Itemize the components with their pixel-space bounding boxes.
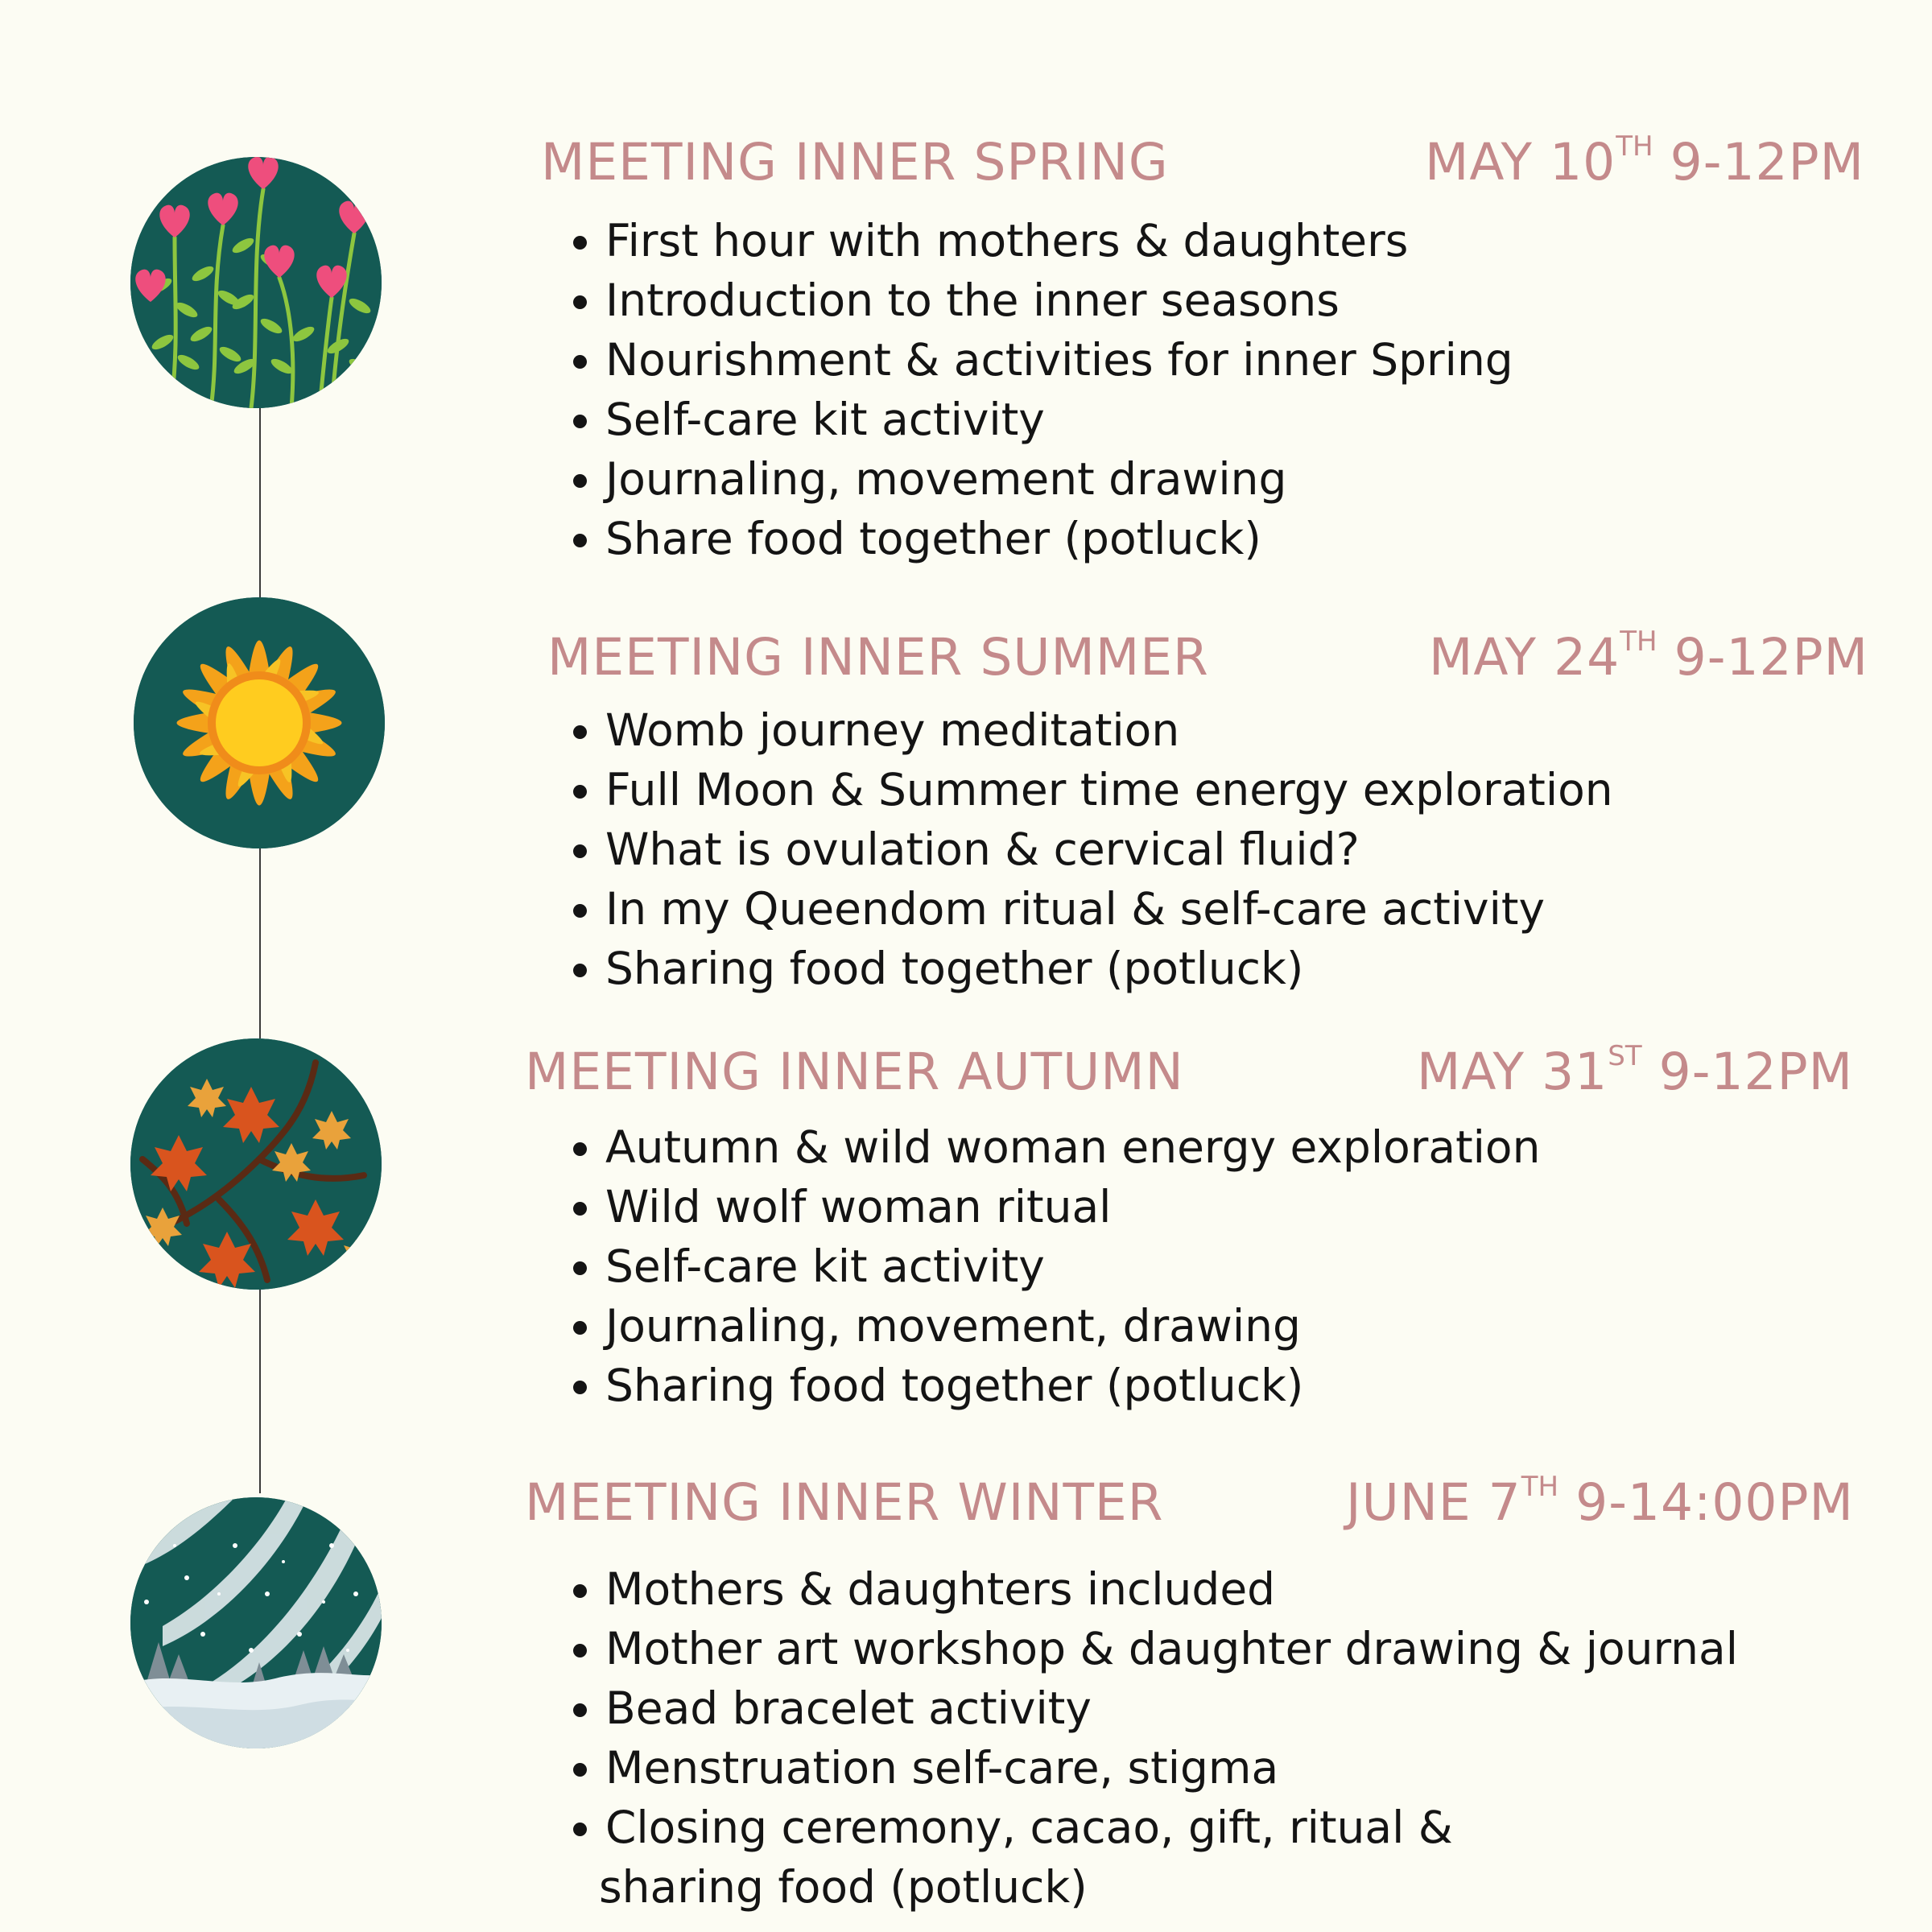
section-date-summer: MAY 24TH 9-12PM xyxy=(1429,625,1868,687)
list-item: Mother art workshop & daughter drawing & journal xyxy=(564,1619,1738,1678)
section-title-winter: MEETING INNER WINTER xyxy=(525,1473,1164,1532)
list-item: Sharing food together (potluck) xyxy=(564,939,1613,998)
list-item: What is ovulation & cervical fluid? xyxy=(564,819,1613,879)
list-item: In my Queendom ritual & self-care activity xyxy=(564,879,1613,939)
list-item xyxy=(564,1798,1738,1917)
summer-activity-list xyxy=(564,700,1613,998)
autumn-leaves-icon xyxy=(130,1038,382,1290)
timeline-connector xyxy=(259,1288,261,1493)
section-date-spring: MAY 10TH 9-12PM xyxy=(1425,130,1864,192)
timeline-connector xyxy=(259,407,261,600)
spring-flowers-icon xyxy=(130,157,382,408)
winter-activity-list xyxy=(564,1559,1738,1917)
list-item-text: Closing ceremony, cacao, gift, ritual & xyxy=(605,1802,1453,1853)
list-item: Full Moon & Summer time energy exploration xyxy=(564,760,1613,819)
list-item: Menstruation self-care, stigma xyxy=(564,1738,1738,1798)
list-item: Wild wolf woman ritual xyxy=(564,1177,1540,1236)
list-item: Journaling, movement, drawing xyxy=(564,1296,1540,1356)
section-date-autumn: MAY 31ST 9-12PM xyxy=(1417,1040,1853,1101)
list-item: Journaling, movement drawing xyxy=(564,449,1513,509)
winter-snow-icon xyxy=(130,1497,382,1748)
section-title-spring: MEETING INNER SPRING xyxy=(541,133,1169,192)
list-item: Bead bracelet activity xyxy=(564,1678,1738,1738)
list-item: Womb journey meditation xyxy=(564,700,1613,760)
list-item: Self-care kit activity xyxy=(564,390,1513,449)
list-item: Share food together (potluck) xyxy=(564,509,1513,568)
list-item: Mothers & daughters included xyxy=(564,1559,1738,1619)
list-item: Nourishment & activities for inner Spring xyxy=(564,330,1513,390)
list-item: Sharing food together (potluck) xyxy=(564,1356,1540,1415)
section-date-winter: JUNE 7TH 9-14:00PM xyxy=(1346,1471,1854,1532)
list-item: Introduction to the inner seasons xyxy=(564,270,1513,330)
list-item: First hour with mothers & daughters xyxy=(564,211,1513,270)
autumn-activity-list xyxy=(564,1117,1540,1415)
list-item: Autumn & wild woman energy exploration xyxy=(564,1117,1540,1177)
section-title-autumn: MEETING INNER AUTUMN xyxy=(525,1042,1184,1101)
list-item-continuation: sharing food (potluck) xyxy=(599,1861,1088,1913)
summer-sun-icon xyxy=(134,597,385,848)
spring-activity-list xyxy=(564,211,1513,568)
timeline-connector xyxy=(259,845,261,1038)
list-item: Self-care kit activity xyxy=(564,1236,1540,1296)
section-title-summer: MEETING INNER SUMMER xyxy=(547,628,1209,687)
